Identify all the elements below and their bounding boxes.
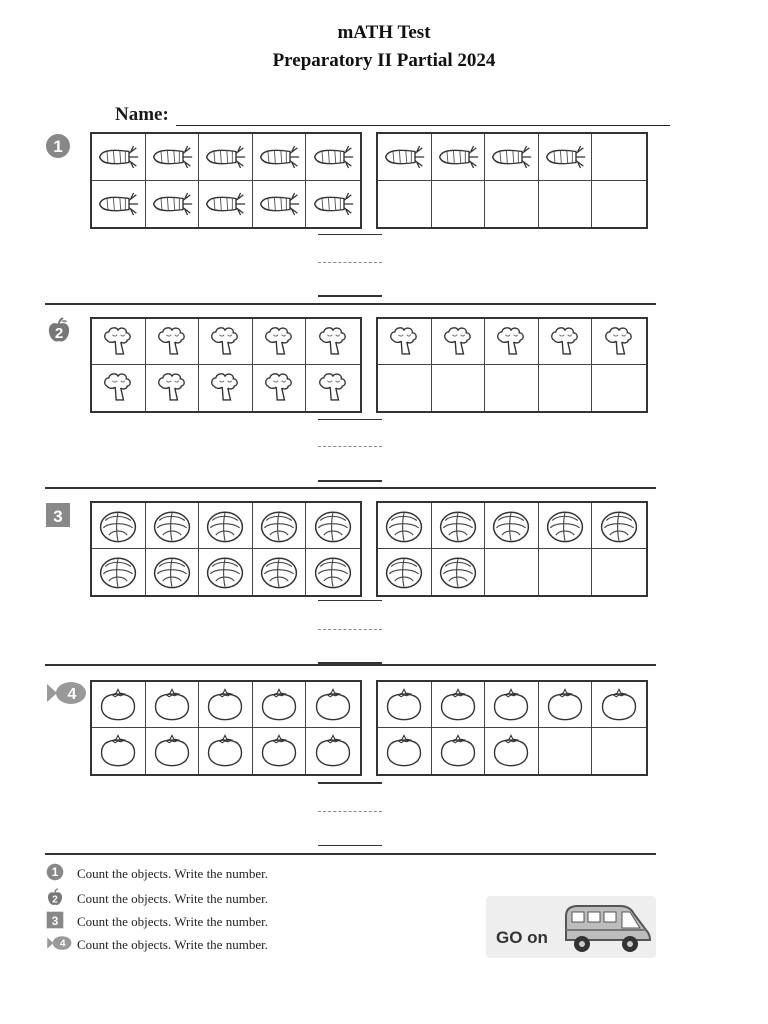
cabbage-icon: [378, 549, 432, 595]
apple-2-icon: [46, 317, 72, 343]
cabbage-icon: [253, 503, 307, 549]
broccoli-icon: [306, 365, 360, 411]
tomato-icon: [146, 682, 200, 728]
answer-line-4-top: [318, 782, 382, 784]
answer-line-1-top: [318, 234, 382, 235]
svg-text:2: 2: [52, 894, 58, 906]
section-divider-3: [45, 664, 656, 666]
answer-dash-2: [318, 446, 382, 447]
tomato-icon: [432, 682, 486, 728]
tomato-icon: [199, 682, 253, 728]
empty-cell: [539, 728, 593, 774]
ten-frame-2a: [90, 317, 362, 413]
tomato-icon: [378, 728, 432, 774]
answer-line-2-bottom[interactable]: [318, 480, 382, 482]
circle-1-icon: [45, 133, 71, 159]
cabbage-icon: [146, 549, 200, 595]
tomato-icon: [146, 728, 200, 774]
ten-frame-3b: [376, 501, 648, 597]
broccoli-icon: [485, 319, 539, 365]
svg-text:3: 3: [53, 507, 63, 526]
instruction-text: Count the objects. Write the number.: [77, 914, 268, 929]
empty-cell: [485, 181, 539, 228]
empty-cell: [378, 365, 432, 411]
empty-cell: [485, 549, 539, 595]
bus-icon: [558, 900, 654, 956]
cabbage-icon: [306, 503, 360, 549]
broccoli-icon: [146, 319, 200, 365]
empty-cell: [592, 549, 646, 595]
fish-4-icon: [45, 680, 87, 706]
answer-line-4-bottom[interactable]: [318, 845, 382, 846]
empty-cell: [378, 181, 432, 228]
empty-cell: [592, 181, 646, 228]
go-on-label: GO on: [496, 928, 548, 947]
broccoli-icon: [432, 319, 486, 365]
answer-dash-3: [318, 629, 382, 630]
tomato-icon: [92, 682, 146, 728]
empty-cell: [432, 365, 486, 411]
svg-text:1: 1: [53, 137, 63, 156]
broccoli-icon: [253, 365, 307, 411]
empty-cell: [592, 134, 646, 181]
cabbage-icon: [253, 549, 307, 595]
name-label: Name:: [115, 104, 169, 125]
carrot-icon: [253, 181, 307, 228]
cabbage-icon: [146, 503, 200, 549]
answer-dash-1: [318, 262, 382, 263]
broccoli-icon: [146, 365, 200, 411]
broccoli-icon: [253, 319, 307, 365]
empty-cell: [485, 365, 539, 411]
carrot-icon: [146, 134, 200, 181]
broccoli-icon: [378, 319, 432, 365]
broccoli-icon: [539, 319, 593, 365]
tomato-icon: [253, 728, 307, 774]
ten-frame-4a: [90, 680, 362, 776]
empty-cell: [539, 549, 593, 595]
ten-frame-2b: [376, 317, 648, 413]
carrot-icon: [306, 134, 360, 181]
carrot-icon: [253, 134, 307, 181]
cabbage-icon: [432, 549, 486, 595]
instruction-text: Count the objects. Write the number.: [77, 937, 268, 952]
tomato-icon: [199, 728, 253, 774]
cabbage-icon: [592, 503, 646, 549]
cabbage-icon: [378, 503, 432, 549]
apple-2-icon: [46, 888, 64, 906]
tomato-icon: [592, 682, 646, 728]
cabbage-icon: [432, 503, 486, 549]
instruction-text: Count the objects. Write the number.: [77, 891, 268, 906]
answer-dash-4: [318, 811, 382, 812]
carrot-icon: [92, 134, 146, 181]
tomato-icon: [306, 682, 360, 728]
instruction-text: Count the objects. Write the number.: [77, 866, 268, 881]
ten-frame-1b: [376, 132, 648, 229]
square-3-icon: [45, 502, 71, 528]
tomato-icon: [378, 682, 432, 728]
tomato-icon: [485, 682, 539, 728]
section-divider-4: [45, 853, 656, 855]
svg-text:1: 1: [51, 866, 59, 880]
cabbage-icon: [92, 503, 146, 549]
fish-4-icon: [46, 934, 72, 952]
broccoli-icon: [92, 319, 146, 365]
broccoli-icon: [592, 319, 646, 365]
test-title: mATH Test: [337, 22, 431, 43]
answer-line-3-top: [318, 600, 382, 601]
tomato-icon: [253, 682, 307, 728]
carrot-icon: [199, 181, 253, 228]
carrot-icon: [378, 134, 432, 181]
answer-line-2-top: [318, 419, 382, 420]
tomato-icon: [539, 682, 593, 728]
empty-cell: [539, 365, 593, 411]
cabbage-icon: [199, 549, 253, 595]
answer-line-1-bottom[interactable]: [318, 295, 382, 297]
tomato-icon: [485, 728, 539, 774]
name-input-line[interactable]: [176, 125, 670, 126]
cabbage-icon: [485, 503, 539, 549]
section-divider-2: [45, 487, 656, 489]
svg-text:4: 4: [59, 938, 66, 950]
square-3-icon: [46, 911, 64, 929]
broccoli-icon: [199, 319, 253, 365]
cabbage-icon: [306, 549, 360, 595]
ten-frame-4b: [376, 680, 648, 776]
carrot-icon: [92, 181, 146, 228]
carrot-icon: [199, 134, 253, 181]
section-divider-1: [45, 303, 656, 305]
test-subtitle: Preparatory II Partial 2024: [272, 50, 496, 71]
empty-cell: [592, 365, 646, 411]
empty-cell: [432, 181, 486, 228]
svg-text:4: 4: [67, 686, 77, 703]
ten-frame-1a: [90, 132, 362, 229]
circle-1-icon: [46, 863, 64, 881]
ten-frame-3a: [90, 501, 362, 597]
carrot-icon: [306, 181, 360, 228]
tomato-icon: [92, 728, 146, 774]
go-on-graphic: [486, 896, 656, 958]
tomato-icon: [306, 728, 360, 774]
carrot-icon: [539, 134, 593, 181]
svg-text:3: 3: [51, 914, 59, 928]
empty-cell: [592, 728, 646, 774]
broccoli-icon: [306, 319, 360, 365]
carrot-icon: [432, 134, 486, 181]
broccoli-icon: [92, 365, 146, 411]
cabbage-icon: [92, 549, 146, 595]
carrot-icon: [146, 181, 200, 228]
broccoli-icon: [199, 365, 253, 411]
empty-cell: [539, 181, 593, 228]
tomato-icon: [432, 728, 486, 774]
cabbage-icon: [199, 503, 253, 549]
svg-text:2: 2: [54, 325, 64, 342]
carrot-icon: [485, 134, 539, 181]
cabbage-icon: [539, 503, 593, 549]
